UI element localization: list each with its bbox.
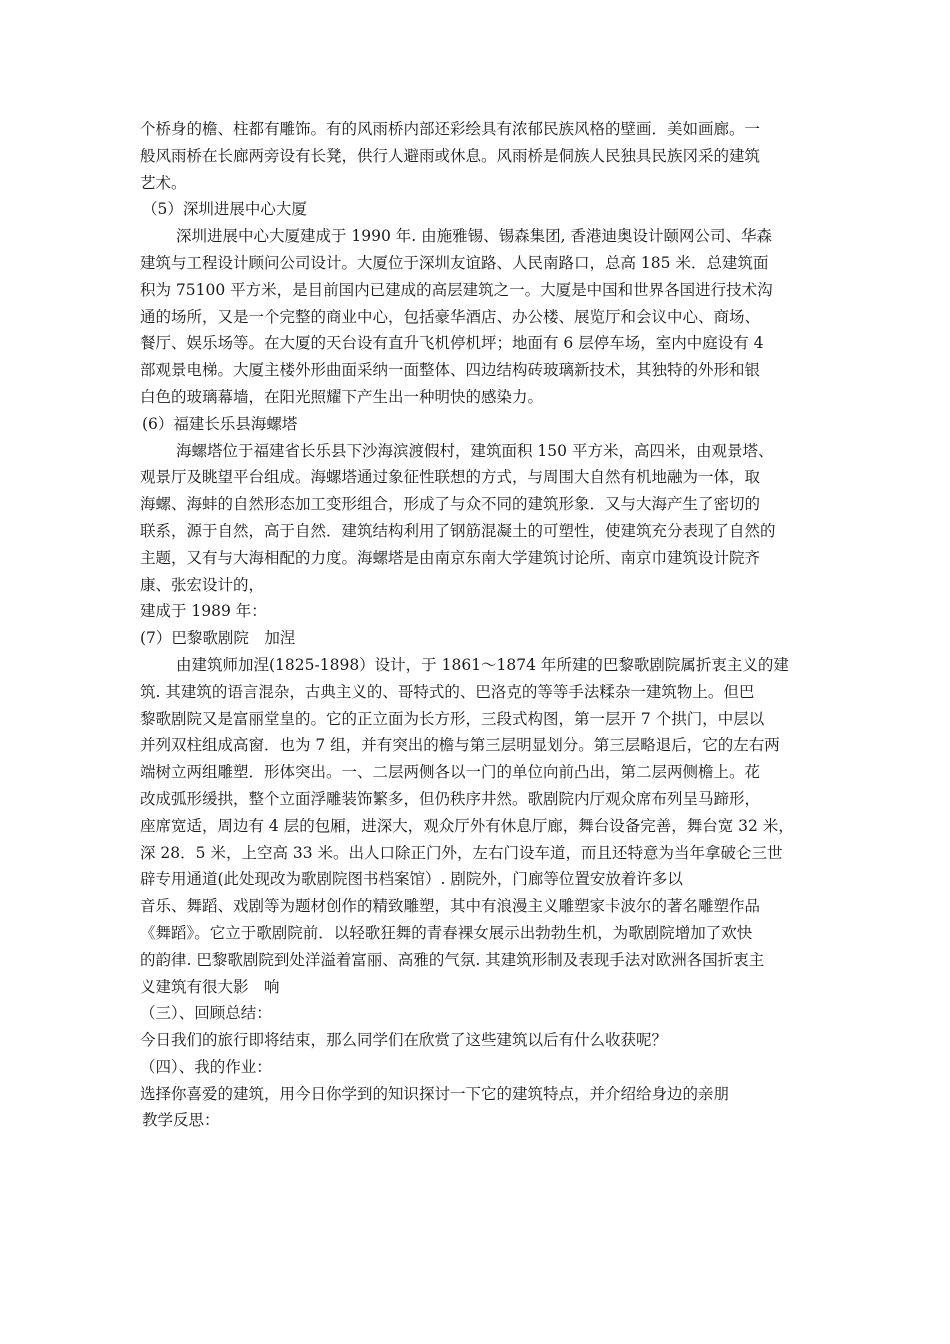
section-heading: (6）福建长乐县海螺塔 [142, 414, 298, 433]
paragraph-line: 海螺塔位于福建省长乐县下沙海滨渡假村，建筑面积 150 平方米，高四米，由观景塔、 [176, 441, 774, 460]
paragraph-line: 艺术。 [140, 173, 187, 192]
paragraph-line: 海螺、海蚌的自然形态加工变形组合，形成了与众不同的建筑形象．又与大海产生了密切的 [140, 495, 761, 514]
paragraph-line: 筑. 其建筑的语言混杂，古典主义的、哥特式的、巴洛克的等等手法糅杂一建筑物上。但巴 [140, 682, 755, 701]
paragraph-line: 康、张宏设计的， [140, 575, 265, 594]
paragraph-line: 辟专用通道(此处现改为歌剧院图书档案馆）. 剧院外，门廊等位置安放着许多以 [140, 870, 683, 889]
section-heading: （5）深圳进展中心大厦 [142, 200, 307, 219]
section-heading: 教学反思： [142, 1111, 220, 1130]
paragraph-line: 观景厅及眺望平台组成。海螺塔通过象征性联想的方式，与周围大自然有机地融为一体，取 [140, 468, 761, 487]
section-heading: (7）巴黎歌剧院 加涅 [140, 629, 296, 648]
paragraph-line: 深圳进展中心大厦建成于 1990 年. 由施雅锡、锡森集团, 香港迪奥设计颐网公司、华森 [176, 227, 773, 246]
paragraph-line: 建成于 1989 年： [140, 602, 267, 621]
paragraph-line: 《舞蹈》。它立于歌剧院前．以轻歌狂舞的青春裸女展示出勃勃生机，为歌剧院增加了欢快 [140, 923, 753, 942]
paragraph-line: 般风雨桥在长廊两旁设有长凳，供行人避雨或休息。风雨桥是侗族人民独具民族冈采的建筑 [140, 146, 761, 165]
paragraph-line: 的韵律. 巴黎歌剧院到处洋溢着富丽、高雅的气氛. 其建筑形制及表现手法对欧洲各国折衷主 [140, 950, 765, 969]
section-heading: （四）、我的作业： [140, 1057, 272, 1076]
document-page [140, 116, 815, 1134]
paragraph-line: 音乐、舞蹈、戏剧等为题材创作的精致雕塑，其中有浪漫主义雕塑家卡波尔的著名雕塑作品 [140, 897, 761, 916]
paragraph-line: 端树立两组雕塑．形体突出。一、二层两侧各以一门的单位向前凸出，第二层两侧檐上。花 [140, 763, 761, 782]
paragraph-line: 建筑与工程设计顾问公司设计。大厦位于深圳友谊路、人民南路口，总高 185 米．总建筑面 [140, 253, 769, 272]
paragraph-line: 主题，又有与大海相配的力度。海螺塔是由南京东南大学建筑讨论所、南京巾建筑设计院齐 [140, 548, 761, 567]
paragraph-line: 义建筑有很大影 响 [140, 977, 280, 996]
paragraph-line: 联系，源于自然，高于自然．建筑结构利用了钢筋混凝土的可塑性，使建筑充分表现了自然的 [140, 521, 776, 540]
paragraph-line: 部观景电梯。大厦主楼外形曲面采纳一面整体、四边结构砖玻璃新技术，其独特的外形和银 [140, 361, 761, 380]
paragraph-line: 座席宽适，周边有 4 层的包厢，进深大，观众厅外有休息厅廊，舞台设备完善，舞台宽 32 米， [140, 816, 794, 835]
paragraph-line: 通的场所，又是一个完整的商业中心，包括豪华酒店、办公楼、展览厅和会议中心、商场、 [140, 307, 761, 326]
paragraph-line: 深 28．5 米，上空高 33 米。出人口除正门外，左右门设车道，而且还特意为当年拿破仑三世 [140, 843, 783, 862]
section-heading: （三）、回顾总结： [140, 1004, 272, 1023]
paragraph-line: 并列双柱组成高窗．也为 7 组，并有突出的檐与第三层明显划分。第三层略退后，它的左右两 [140, 736, 780, 755]
paragraph-line: 餐厅、娱乐场等。在大厦的天台设有直升飞机停机坪；地面有 6 层停车场，室内中庭设有 4 [140, 334, 764, 353]
paragraph-line: 积为 75100 平方米，是目前国内已建成的高层建筑之一。大厦是中国和世界各国进行技术沟 [140, 280, 773, 299]
paragraph-line: 黎歌剧院又是富丽堂皇的。它的正立面为长方形，三段式构图，第一层开 7 个拱门，中层以 [140, 709, 765, 728]
paragraph-line: 改成弧形缓拱，整个立面浮雕装饰繁多，但仍秩序井然。歌剧院内厅观众席布列呈马蹄形， [140, 789, 761, 808]
paragraph-line: 今日我们的旅行即将结束，那么同学们在欣赏了这些建筑以后有什么收获呢？ [140, 1031, 668, 1050]
paragraph-line: 个桥身的檐、柱都有雕饰。有的风雨桥内部还彩绘具有浓郁民族风格的壁画．美如画廊。一 [140, 120, 761, 138]
paragraph-line: 选择你喜爱的建筑，用今日你学到的知识探讨一下它的建筑特点，并介绍给身边的亲朋 [140, 1084, 730, 1103]
paragraph-line: 由建筑师加涅(1825-1898）设计，于 1861～1874 年所建的巴黎歌剧院属折衷主义的建 [176, 655, 789, 674]
paragraph-line: 白色的玻璃幕墙，在阳光照耀下产生出一种明快的感染力。 [140, 387, 544, 406]
